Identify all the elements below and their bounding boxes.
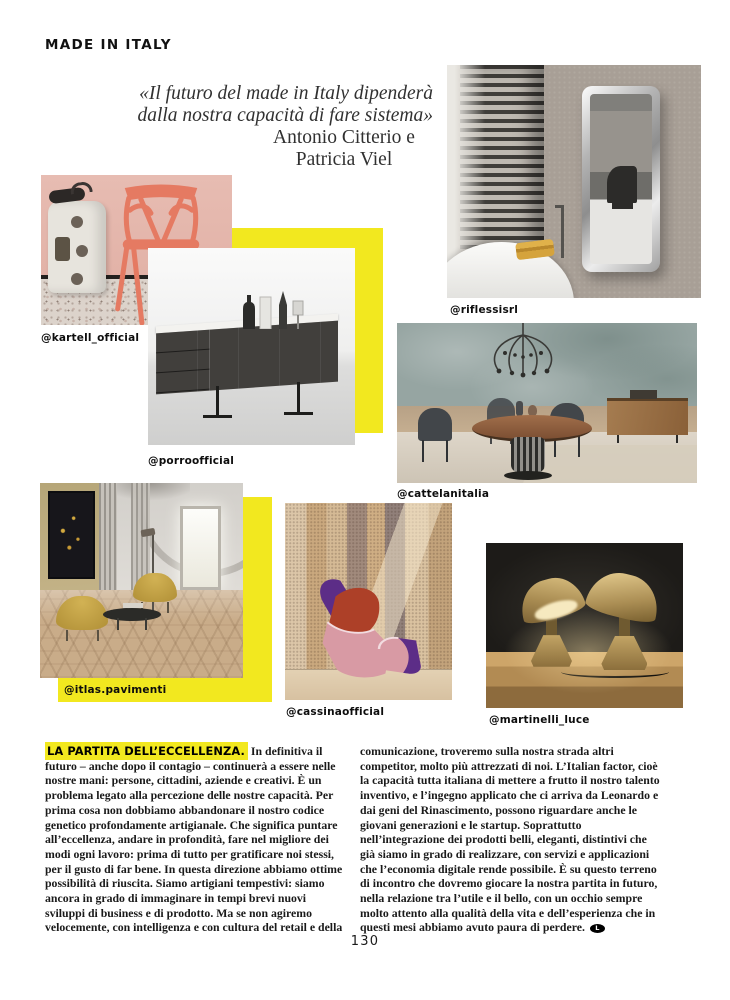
photo-cattelan [397,323,697,483]
instagram-handle-cassina: @cassinaofficial [286,706,385,718]
dining-chair [418,408,452,462]
photo-riflessi [447,65,701,298]
lamp-base [531,635,572,667]
storage-knob [76,245,88,257]
round-pedestal-table [472,403,592,481]
article-column-2 [360,744,663,935]
photo-cassina [285,503,452,700]
instagram-handle-porro: @porroofficial [148,455,235,467]
wall-mirror [582,86,661,272]
quote-author-line-1: Antonio Citterio e [273,127,415,148]
section-kicker: MADE IN ITALY [45,37,172,53]
sideboard-leg [297,382,300,412]
bathtub [447,242,574,298]
storage-knob [71,216,83,228]
bright-doorway [180,506,221,590]
photo-martinelli [486,543,683,708]
lamp-dome [584,566,665,626]
wing-chair-and-ottoman [292,566,429,688]
decor-vases [235,287,315,329]
article-body-col2: comunicazione, troveremo sulla nostra strada altri competitor, molto più attrezzati di noi. L’Italian factor, cioè la capacità tutta italiana di mettere a frutto il nostro talento inventivo, e l’ingegno applicato che ci arriva da Leonardo e dai geni del Rinascimento, possono riguardare anche le giovani generazioni e le startup. Soprattutto nell’integrazione dei prodotti belli, eleganti, distintivi che già siamo in grado di realizzare, con servizi e applicazioni che l’economia digitale rende possibile. È su questo terreno di incontro che dovremo giocare la nostra partita in futuro, nella relazione tra l’utile e il bello, con un occhio sempre molto attento alla qualità della vita e dell’esperienza che in questi mesi abbiamo avuto paura di perdere. [360,744,660,935]
sideboard-leg [216,386,219,416]
storage-knob [71,273,83,285]
curtain [447,65,485,265]
table-pedestal [511,437,545,473]
wood-sideboard [607,398,688,435]
gold-table-lamp [519,579,583,667]
article-heading: LA PARTITA DELL’ECCELLENZA. [45,742,248,760]
page-number: 130 [350,934,380,949]
pull-quote [118,83,433,171]
reflected-chair [607,166,637,203]
componibili-storage-unit [48,201,106,293]
storage-opening [55,237,70,261]
faucet [561,205,564,259]
instagram-handle-cattelan: @cattelanitalia [397,488,490,500]
gold-table-lamp [588,574,660,670]
instagram-handle-kartell: @kartell_official [41,332,140,344]
article-body-col1: In definitiva il futuro – anche dopo il contagio – continuerà a essere nelle nostre mani: persone, cittadini, aziende e creativi. È un problema legato alla percezione delle nostre capacità. Per prima cosa non dobbiamo abbandonare il nostro codice genetico profondamente artigianale. Che significa puntare all’eccellenza, andare in profondità, fare nel migliore dei modi ogni lavoro: prima di tutto per gratificare noi stessi, per il gusto di far bene. In questa direzione abbiamo ottime possibilità di riuscita. Siamo artigiani tempestivi: siamo ancora in grado di immaginare in tempi brevi nuovi sviluppi di business e di prodotto. Ma se non agiremo velocemente, con intelligenza e con cultura del retail e della [45,744,343,935]
fresco [109,483,190,526]
mirror-glass [590,94,653,264]
chandelier [475,323,571,389]
quote-line-1: «Il futuro del made in Italy dipenderà [139,83,433,104]
wall-artwork [48,491,95,579]
quote-author-line-2: Patricia Viel [295,149,393,170]
quote-line-2: dalla nostra capacità di fare sistema» [137,105,433,126]
quote-authors [255,127,433,171]
mustard-armchair [133,573,177,602]
photo-porro [148,248,355,445]
coffee-table [103,608,161,621]
instagram-handle-itlas: @itlas.pavimenti [64,684,167,696]
article-column-1 [45,744,344,935]
lamp-dome [515,571,588,628]
table-decor [516,401,523,416]
photo-itlas [40,483,243,678]
living-end-mark-icon: L [590,924,605,933]
sideboard [156,320,338,394]
lamp-base [601,636,647,671]
instagram-handle-riflessi: @riflessisrl [450,304,519,316]
instagram-handle-martinelli: @martinelli_luce [489,714,590,726]
